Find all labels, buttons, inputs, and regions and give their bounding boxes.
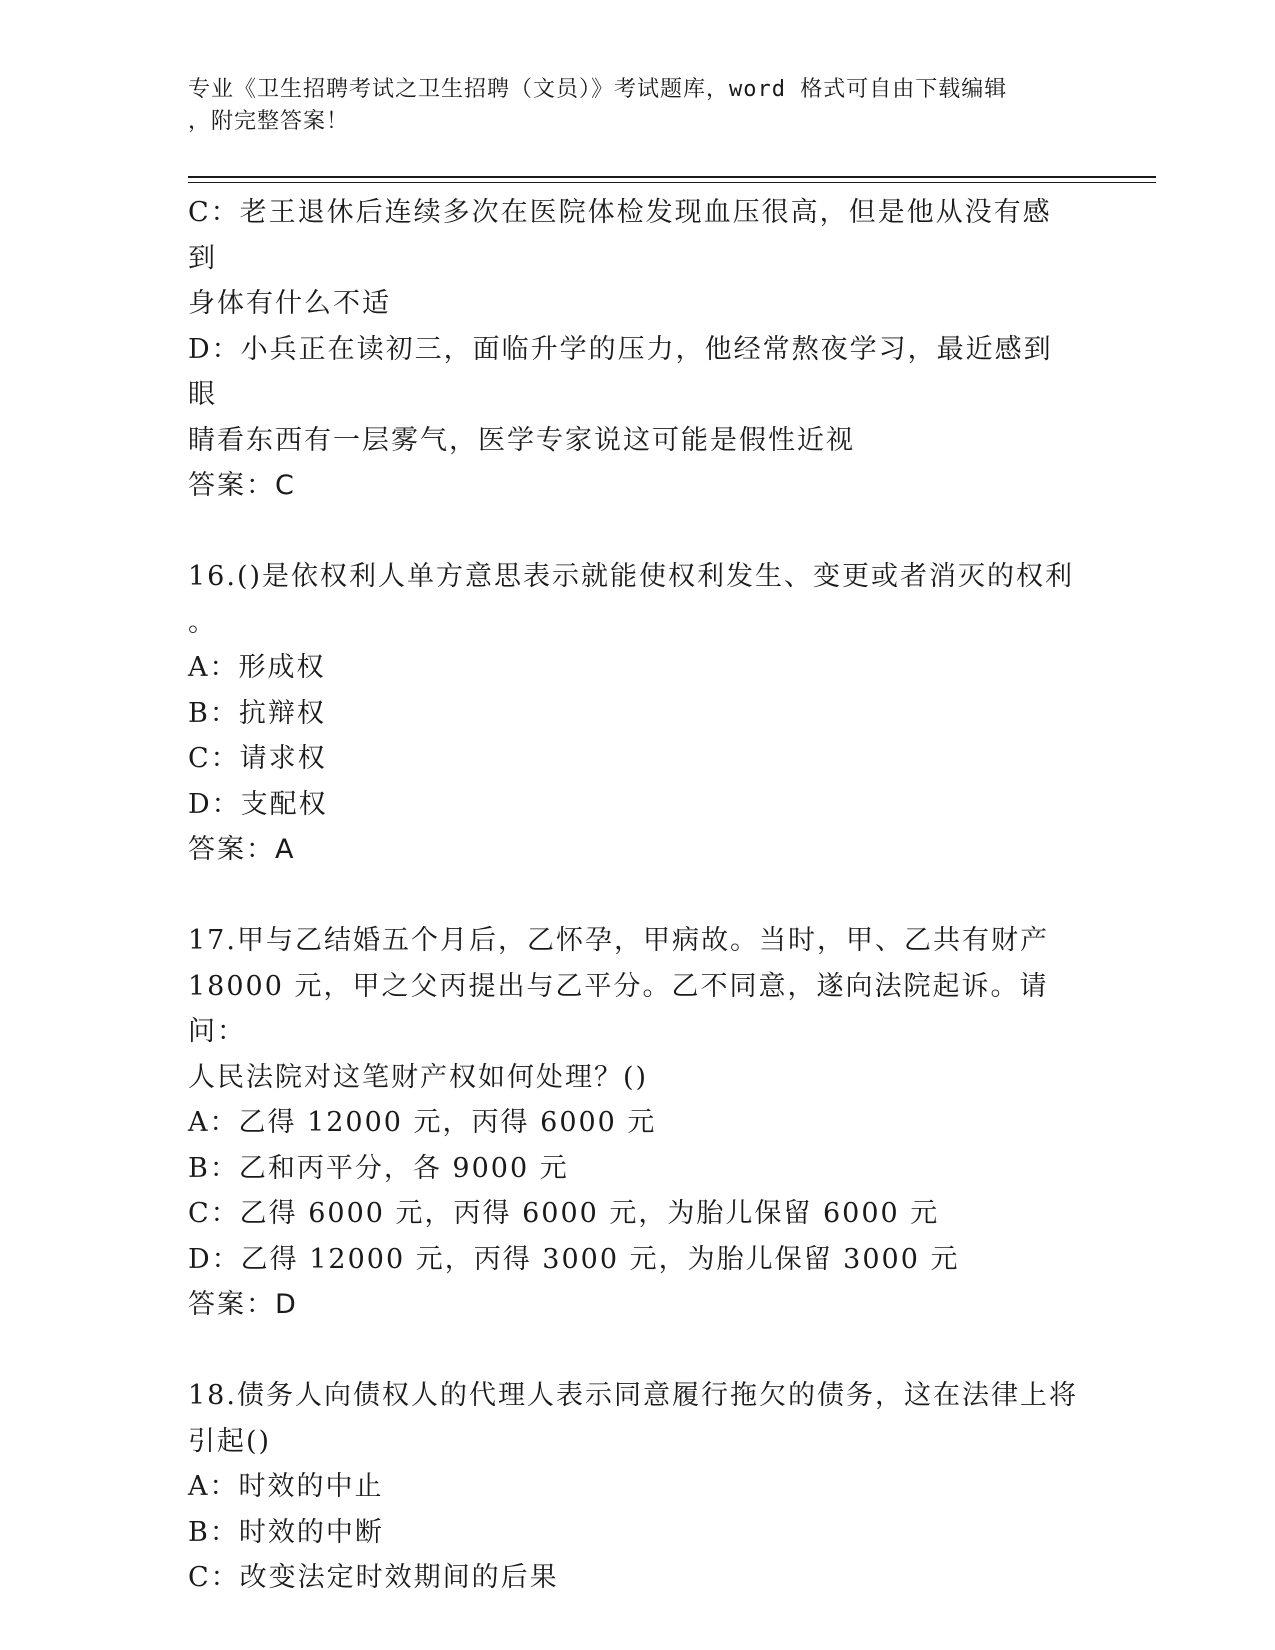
q16-option-a: A：形成权 [188, 652, 326, 683]
q18-option-c: C：改变法定时效期间的后果 [188, 1562, 559, 1593]
q17-option-d: D：乙得 12000 元，丙得 3000 元，为胎儿保留 3000 元 [188, 1243, 960, 1275]
q16-option-c: C：请求权 [188, 743, 327, 774]
q16-question-line-1: 16.()是依权利人单方意思表示就能使权利发生、变更或者消灭的权利 [188, 561, 1075, 592]
q16-option-b: B：抗辩权 [188, 697, 326, 729]
q18-option-b: B：时效的中断 [188, 1516, 384, 1548]
q17-question-line-2: 18000 元，甲之父丙提出与乙平分。乙不同意，遂向法院起诉。请问： [188, 970, 1049, 1047]
q17-question-line-1: 17.甲与乙结婚五个月后，乙怀孕，甲病故。当时，甲、乙共有财产 [188, 925, 1049, 956]
header-line-2: ，附完整答案！ [188, 109, 350, 134]
q17-question-line-3: 人民法院对这笔财产权如何处理？() [188, 1061, 649, 1093]
q17-option-c: C：乙得 6000 元，丙得 6000 元，为胎儿保留 6000 元 [188, 1198, 940, 1229]
question-17-block [188, 918, 1078, 1328]
q15-option-d-line-2: 睛看东西有一层雾气，医学专家说这可能是假性近视 [188, 424, 855, 456]
q17-option-a: A：乙得 12000 元，丙得 6000 元 [188, 1107, 657, 1138]
q17-option-b: B：乙和丙平分，各 9000 元 [188, 1152, 569, 1184]
q15-option-c-line-1: C：老王退休后连续多次在医院体检发现血压很高，但是他从没有感到 [188, 197, 1052, 274]
q15-option-c-line-2: 身体有什么不适 [188, 288, 391, 319]
q18-question-line-1: 18.债务人向债权人的代理人表示同意履行拖欠的债务，这在法律上将 [188, 1380, 1078, 1411]
header-rule-thick [188, 176, 1156, 178]
question-16-block [188, 554, 1078, 873]
document-body [188, 190, 1078, 1601]
q18-option-a: A：时效的中止 [188, 1471, 384, 1502]
spacer [188, 1328, 1078, 1374]
header-rule-thin [188, 182, 1156, 183]
question-18-block [188, 1373, 1078, 1601]
page-header [188, 74, 1068, 138]
q16-answer: 答案：A [188, 834, 296, 865]
header-line-1: 专业《卫生招聘考试之卫生招聘（文员）》考试题库，word 格式可自由下载编辑 [188, 77, 1008, 102]
q16-question-line-2: 。 [188, 606, 217, 638]
question-15-block [188, 190, 1078, 509]
q16-option-d: D：支配权 [188, 788, 328, 820]
q17-answer: 答案：D [188, 1289, 298, 1320]
spacer [188, 509, 1078, 555]
q15-option-d-line-1: D：小兵正在读初三，面临升学的压力，他经常熬夜学习，最近感到眼 [188, 333, 1053, 410]
q15-answer: 答案：C [188, 470, 296, 501]
q18-question-line-2: 引起() [188, 1425, 272, 1457]
spacer [188, 873, 1078, 919]
